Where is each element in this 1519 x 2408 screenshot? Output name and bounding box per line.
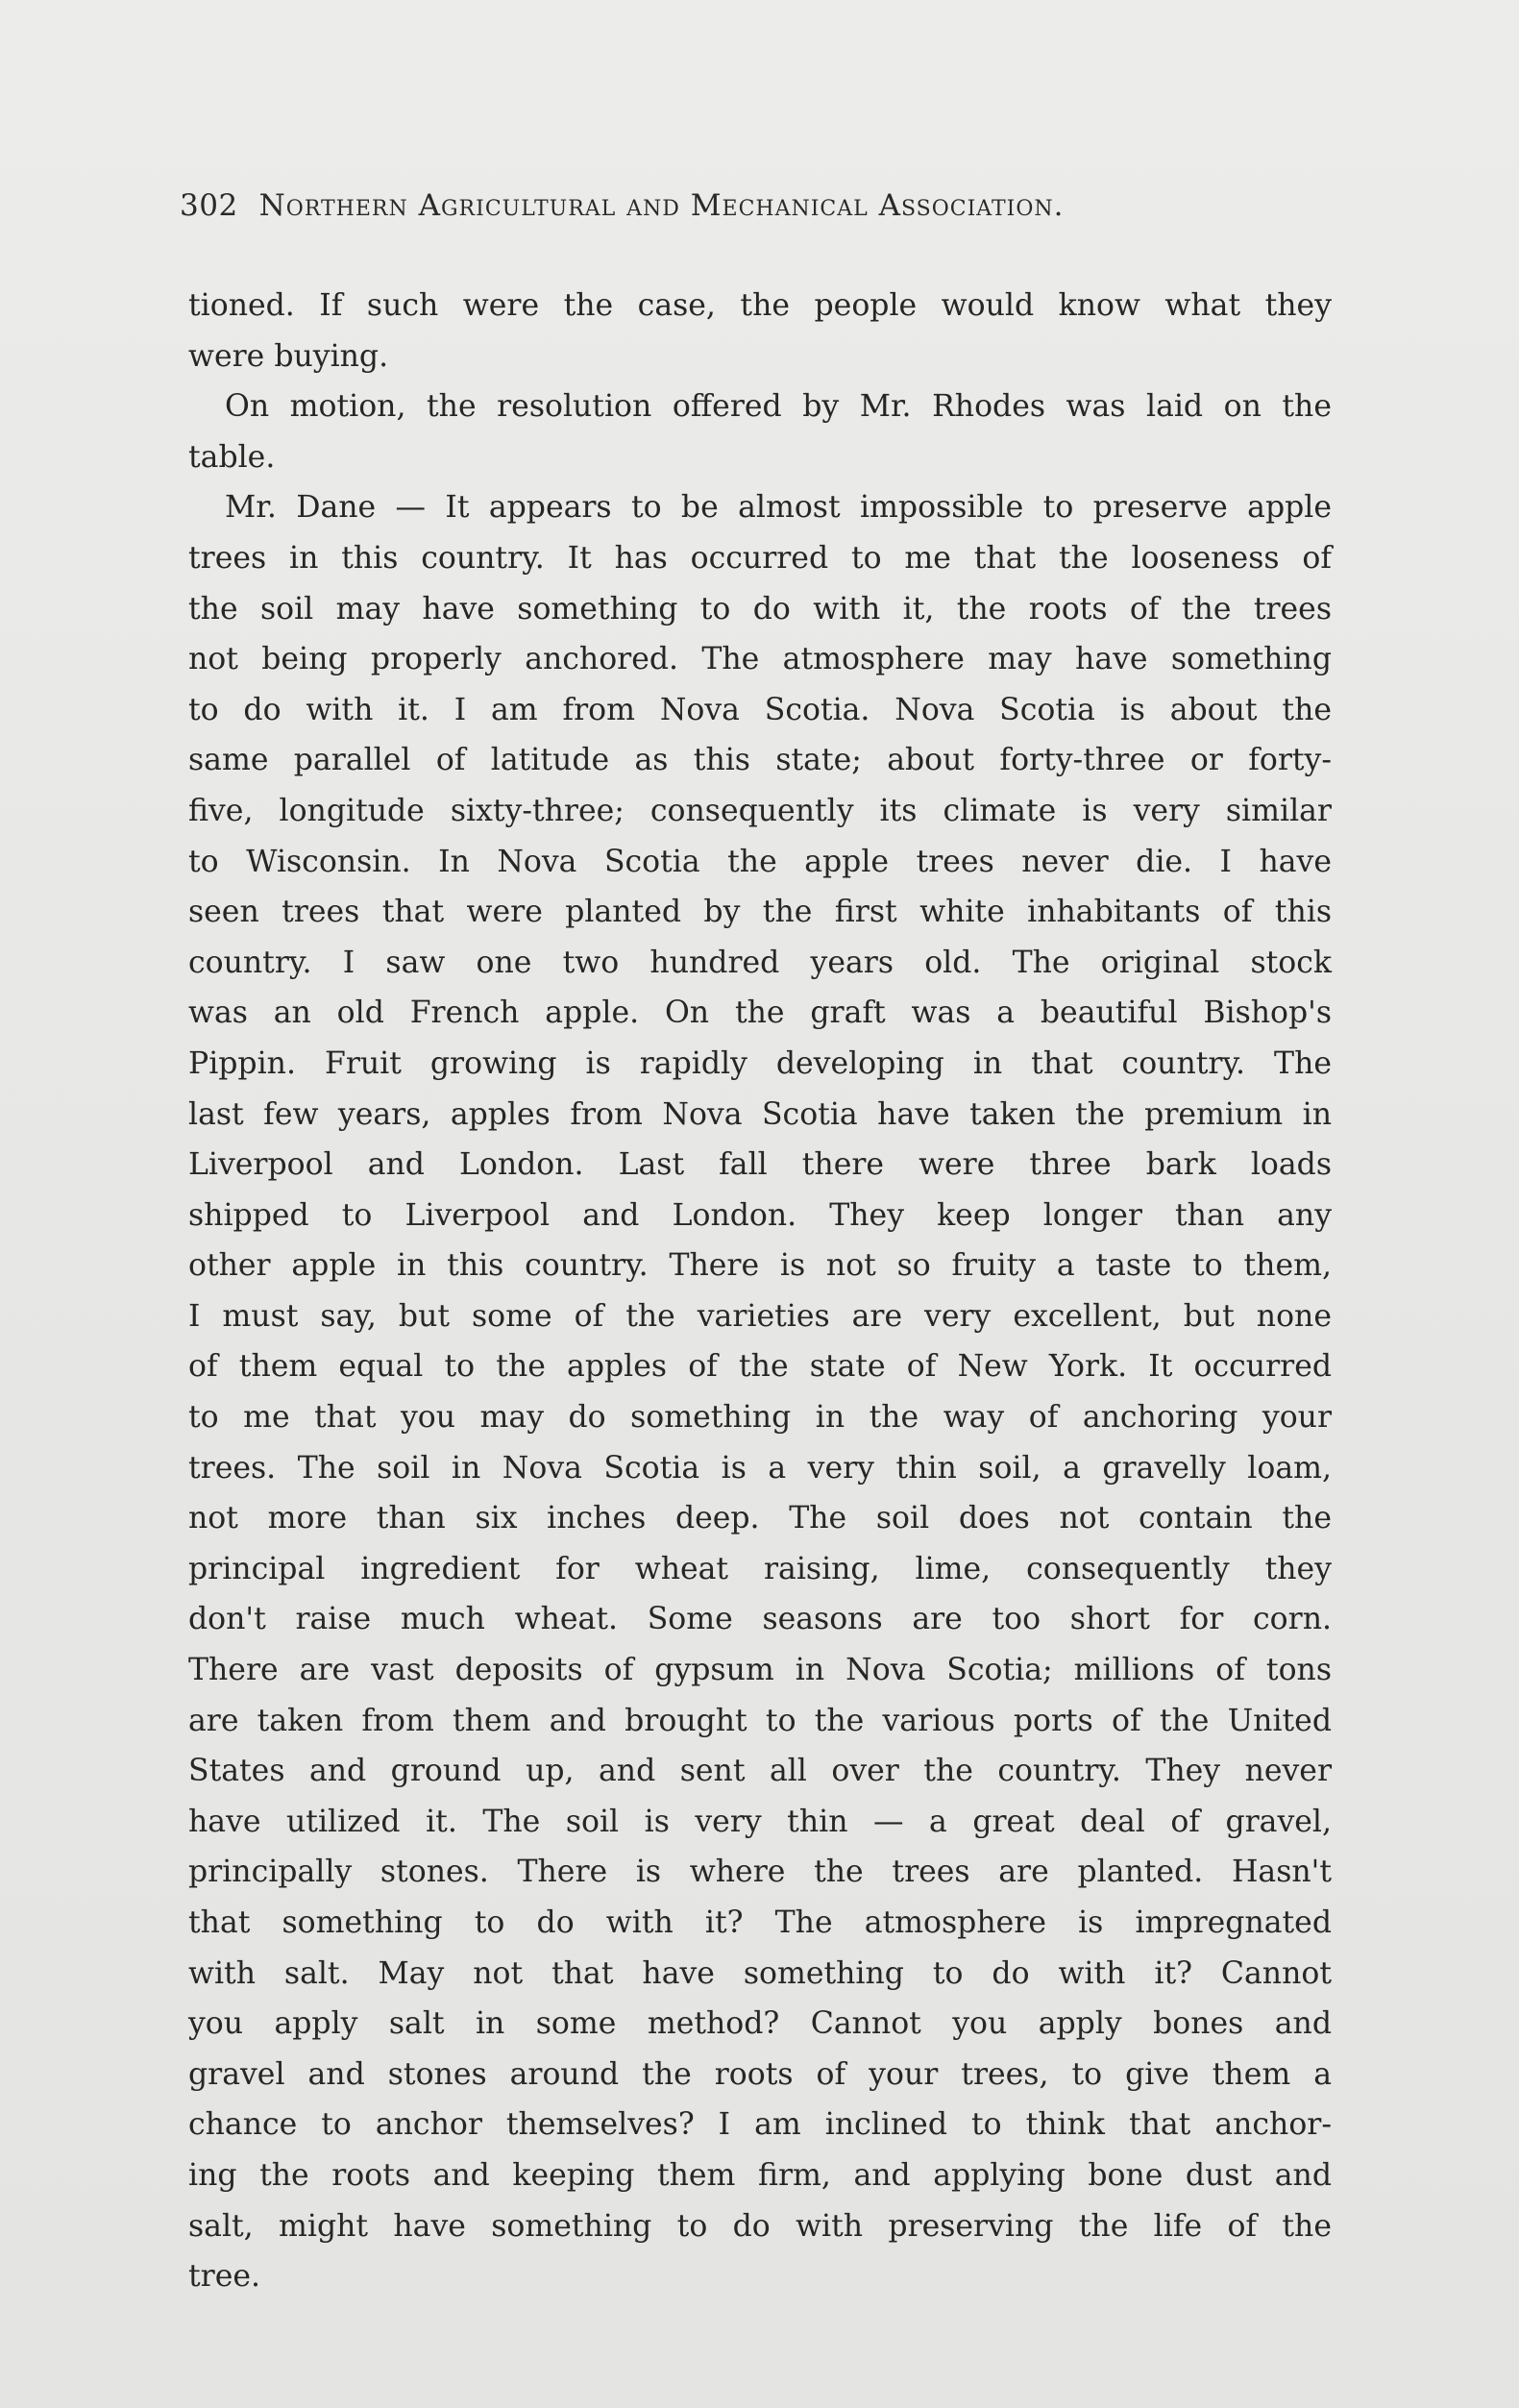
text-line: were buying. bbox=[188, 338, 389, 374]
text-line: don't raise much wheat. Some seasons are too short for corn. bbox=[188, 1602, 1332, 1637]
text-line: are taken from them and brought to the various ports of the United bbox=[188, 1703, 1332, 1738]
text-line: tree. bbox=[188, 2259, 261, 2295]
text-line: not more than six inches deep. The soil does not contain the bbox=[188, 1501, 1332, 1536]
text-line: other apple in this country. There is not so fruity a taste to them, bbox=[188, 1248, 1332, 1284]
text-line: to do with it. I am from Nova Scotia. Nova Scotia is about the bbox=[188, 692, 1332, 727]
text-line: was an old French apple. On the graft was a beautiful Bishop's bbox=[188, 995, 1332, 1031]
running-title: Northern Agricultural and Mechanical Association. bbox=[258, 188, 1065, 223]
text-line: States and ground up, and sent all over the country. They never bbox=[188, 1754, 1332, 1789]
text-line: five, longitude sixty-three; consequently its climate is very similar bbox=[188, 793, 1332, 828]
text-line: chance to anchor themselves? I am inclined to think that anchor- bbox=[188, 2107, 1332, 2143]
text-line: trees in this country. It has occurred to me that the looseness of bbox=[188, 540, 1332, 576]
text-line: the soil may have something to do with it, the roots of the trees bbox=[188, 591, 1332, 627]
text-line: tioned. If such were the case, the people would know what they bbox=[188, 288, 1332, 323]
text-line: Pippin. Fruit growing is rapidly developing in that country. The bbox=[188, 1045, 1332, 1081]
text-line: of them equal to the apples of the state of New York. It occurred bbox=[188, 1349, 1332, 1385]
text-line: salt, might have something to do with preserving the life of the bbox=[188, 2208, 1332, 2244]
text-line: same parallel of latitude as this state; about forty-three or forty- bbox=[188, 743, 1332, 778]
body-text bbox=[188, 281, 1332, 2302]
text-line: Liverpool and London. Last fall there were three bark loads bbox=[188, 1147, 1332, 1183]
text-line: Mr. Dane — It appears to be almost impossible to preserve apple bbox=[225, 490, 1332, 526]
text-line: gravel and stones around the roots of your trees, to give them a bbox=[188, 2056, 1332, 2092]
text-line: shipped to Liverpool and London. They keep longer than any bbox=[188, 1197, 1332, 1233]
text-line: with salt. May not that have something to do with it? Cannot bbox=[188, 1955, 1332, 1991]
text-line: There are vast deposits of gypsum in Nova Scotia; millions of tons bbox=[188, 1653, 1332, 1688]
text-line: seen trees that were planted by the first white inhabitants of this bbox=[188, 895, 1332, 930]
text-line: have utilized it. The soil is very thin — a great deal of gravel, bbox=[188, 1804, 1332, 1839]
text-line: trees. The soil in Nova Scotia is a very thin soil, a gravelly loam, bbox=[188, 1450, 1332, 1486]
text-line: On motion, the resolution offered by Mr. Rhodes was laid on the bbox=[225, 389, 1332, 425]
text-line: principally stones. There is where the trees are planted. Hasn't bbox=[188, 1855, 1332, 1890]
text-line: not being properly anchored. The atmosphere may have something bbox=[188, 642, 1332, 677]
text-line: you apply salt in some method? Cannot you apply bones and bbox=[188, 2006, 1332, 2042]
text-line: principal ingredient for wheat raising, lime, consequently they bbox=[188, 1551, 1332, 1586]
text-line: that something to do with it? The atmosphere is impregnated bbox=[188, 1905, 1332, 1940]
text-line: table. bbox=[188, 439, 276, 475]
running-head bbox=[180, 188, 1275, 223]
page-number: 302 bbox=[180, 188, 238, 223]
text-line: to Wisconsin. In Nova Scotia the apple trees never die. I have bbox=[188, 844, 1332, 879]
text-line: country. I saw one two hundred years old. The original stock bbox=[188, 945, 1332, 980]
text-line: last few years, apples from Nova Scotia have taken the premium in bbox=[188, 1096, 1332, 1132]
text-line: ing the roots and keeping them firm, and applying bone dust and bbox=[188, 2157, 1332, 2193]
text-line: I must say, but some of the varieties are very excellent, but none bbox=[188, 1298, 1332, 1334]
text-line: to me that you may do something in the way of anchoring your bbox=[188, 1400, 1332, 1436]
